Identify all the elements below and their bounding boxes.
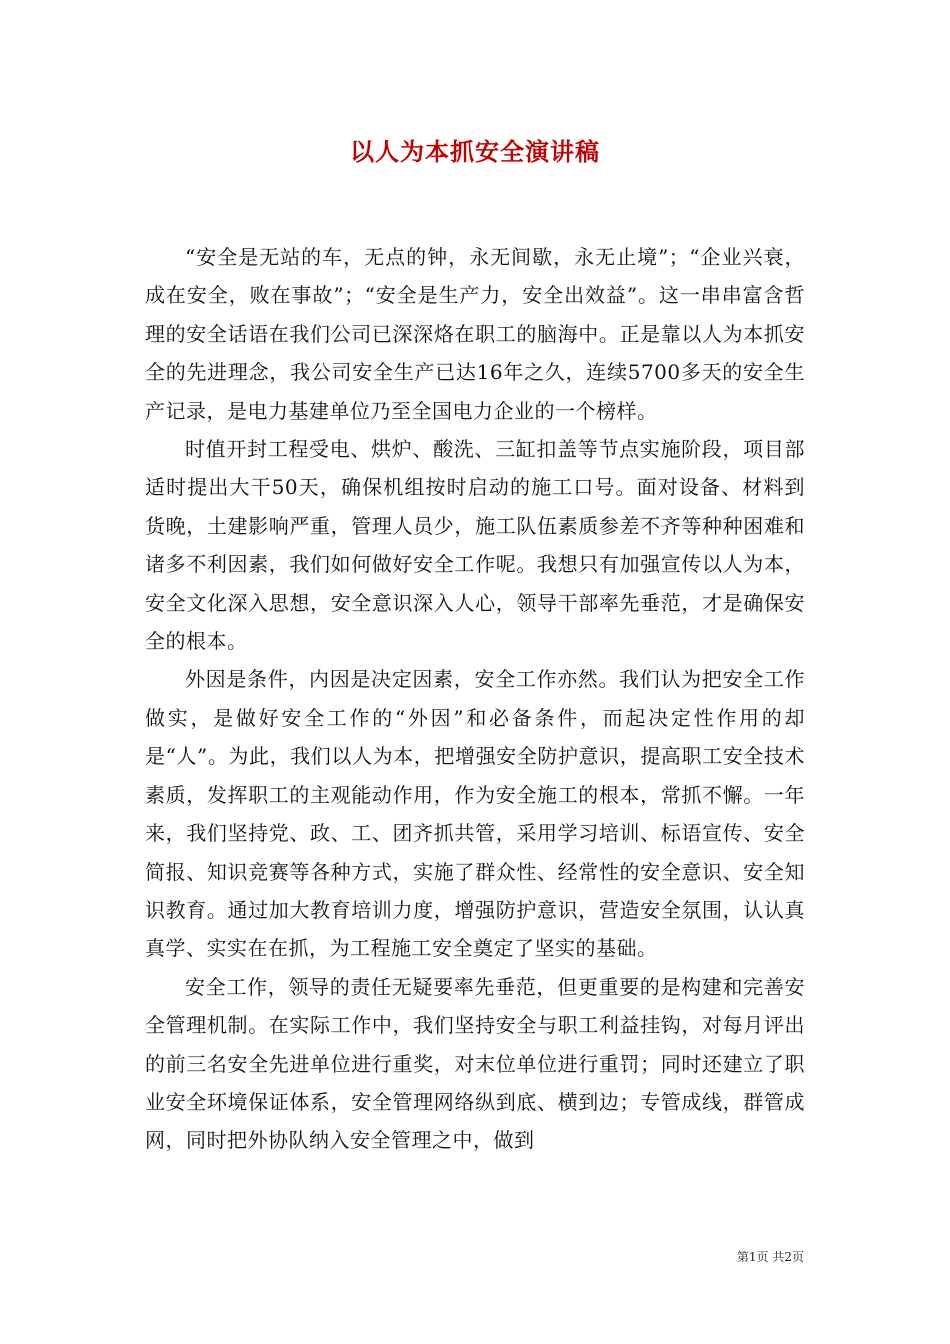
footer-middle: 页 共 xyxy=(756,1250,785,1264)
paragraph: 外因是条件，内因是决定因素，安全工作亦然。我们认为把安全工作做实，是做好安全工作的“外因”和必备条件，而起决定性作用的却是“人”。为此，我们以人为本，把增强安全防护意识，提高职工安全技术素质，发挥职工的主观能动作用，作为安全施工的根本，常抓不懈。一年来，我们坚持党、政、工、团齐抓共管，采用学习培训、标语宣传、安全简报、知识竞赛等各种方式，实施了群众性、经常性的安全意识、安全知识教育。通过加大教育培训力度，增强防护意识，营造安全氛围，认认真真学、实实在在抓，为工程施工安全奠定了坚实的基础。 xyxy=(145,667,805,961)
footer-prefix: 第 xyxy=(736,1250,749,1264)
paragraph: 安全工作，领导的责任无疑要率先垂范，但更重要的是构建和完善安全管理机制。在实际工作中，我们坚持安全与职工利益挂钩，对每月评出的前三名安全先进单位进行重奖，对末位单位进行重罚；同时还建立了职业安全环境保证体系，安全管理网络纵到底、横到边；专管成线，群管成网，同时把外协队纳入安全管理之中，做到 xyxy=(145,974,805,1153)
total-pages-number: 2 xyxy=(784,1250,792,1264)
page-title: 以人为本抓安全演讲稿 xyxy=(350,137,600,166)
footer-suffix: 页 xyxy=(791,1250,804,1264)
paragraph: “安全是无站的车，无点的钟，永无间歇，永无止境”；“企业兴衰，成在安全，败在事故”；“安全是生产力，安全出效益”。这一串串富含哲理的安全话语在我们公司已深深烙在职工的脑海中。正是靠以人为本抓安全的先进理念，我公司安全生产已达16年之久，连续5700多天的安全生产记录，是电力基建单位乃至全国电力企业的一个榜样。 xyxy=(145,245,805,423)
page-footer xyxy=(694,1249,804,1265)
current-page-number: 1 xyxy=(748,1250,757,1264)
paragraph: 时值开封工程受电、烘炉、酸洗、三缸扣盖等节点实施阶段，项目部适时提出大干50天，确保机组按时启动的施工口号。面对设备、材料到货晚，土建影响严重，管理人员少，施工队伍素质参差不齐等种种困难和诸多不利因素，我们如何做好安全工作呢。我想只有加强宣传以人为本，安全文化深入思想，安全意识深入人心，领导干部率先垂范，才是确保安全的根本。 xyxy=(145,437,805,654)
document-body xyxy=(145,238,805,1160)
